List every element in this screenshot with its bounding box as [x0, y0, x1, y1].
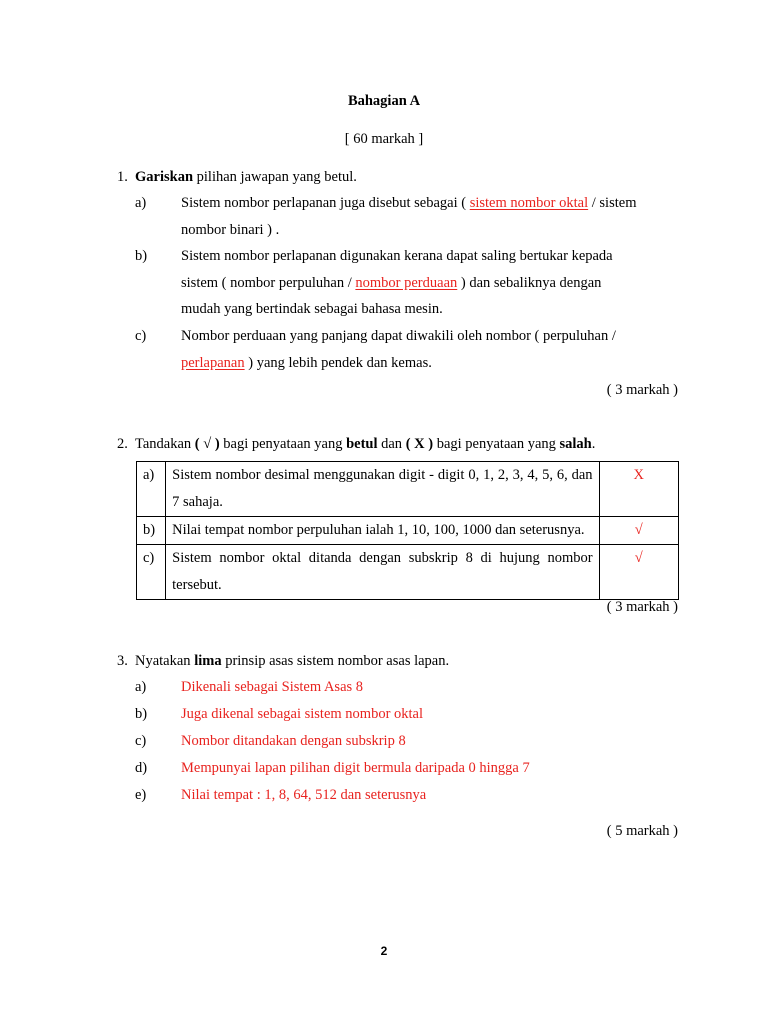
row-answer-mark: √ [599, 545, 678, 600]
q1a-line1: Sistem nombor perlapanan juga disebut sebagai ( sistem nombor oktal / sistem [181, 195, 637, 211]
table-row [137, 462, 679, 517]
q1b-line2: sistem ( nombor perpuluhan / nombor perduaan ) dan sebaliknya dengan [181, 275, 602, 291]
table-row [137, 517, 679, 545]
q3b-label: b) [135, 706, 148, 722]
q1a-answer: sistem nombor oktal [469, 195, 589, 211]
section-title: Bahagian A [347, 93, 421, 109]
row-answer-mark: X [599, 462, 678, 517]
q1a-line2: nombor binari ) . [181, 222, 280, 238]
q3d-label: d) [135, 760, 148, 776]
q1b-line1: Sistem nombor perlapanan digunakan kerana dapat saling bertukar kepada [181, 248, 613, 264]
q3e-answer: Nilai tempat : 1, 8, 64, 512 dan seterusnya [181, 787, 427, 803]
q1c-label: c) [135, 328, 147, 344]
q2-instruction: Tandakan ( √ ) bagi penyataan yang betul dan ( X ) bagi penyataan yang salah. [135, 436, 596, 452]
table-row [137, 545, 679, 600]
row-statement: Nilai tempat nombor perpuluhan ialah 1, 10, 100, 1000 dan seterusnya. [166, 517, 599, 545]
q3a-label: a) [135, 679, 147, 695]
q2-number: 2. [117, 436, 128, 452]
q1-marks: ( 3 markah ) [606, 382, 678, 398]
q1a-label: a) [135, 195, 147, 211]
q3c-label: c) [135, 733, 147, 749]
q3-instruction: Nyatakan lima prinsip asas sistem nombor asas lapan. [135, 653, 450, 669]
q3-number: 3. [117, 653, 128, 669]
q1-number: 1. [117, 169, 128, 185]
total-marks: [ 60 markah ] [344, 131, 424, 147]
q3b-answer: Juga dikenal sebagai sistem nombor oktal [181, 706, 424, 722]
row-label: b) [137, 517, 166, 545]
q3a-answer: Dikenali sebagai Sistem Asas 8 [181, 679, 364, 695]
true-false-table [136, 461, 679, 600]
q1b-answer: nombor perduaan [355, 275, 458, 291]
q3c-answer: Nombor ditandakan dengan subskrip 8 [181, 733, 406, 749]
q3e-label: e) [135, 787, 147, 803]
q1c-answer: perlapanan [181, 355, 245, 371]
q1b-line3: mudah yang bertindak sebagai bahasa mesin. [181, 301, 443, 317]
q3-marks: ( 5 markah ) [606, 823, 678, 839]
row-answer-mark: √ [599, 517, 678, 545]
q1c-line2: perlapanan ) yang lebih pendek dan kemas. [181, 355, 432, 371]
q1-instruction: Gariskan pilihan jawapan yang betul. [135, 169, 357, 185]
row-label: c) [137, 545, 166, 600]
q1c-line1: Nombor perduaan yang panjang dapat diwakili oleh nombor ( perpuluhan / [181, 328, 616, 344]
row-statement: Sistem nombor desimal menggunakan digit - digit 0, 1, 2, 3, 4, 5, 6, dan 7 sahaja. [166, 462, 599, 517]
q1b-label: b) [135, 248, 148, 264]
page-number: 2 [380, 944, 388, 958]
q3d-answer: Mempunyai lapan pilihan digit bermula daripada 0 hingga 7 [181, 760, 530, 776]
row-statement: Sistem nombor oktal ditanda dengan subskrip 8 di hujung nombor tersebut. [166, 545, 599, 600]
row-label: a) [137, 462, 166, 517]
q2-marks: ( 3 markah ) [606, 599, 678, 615]
